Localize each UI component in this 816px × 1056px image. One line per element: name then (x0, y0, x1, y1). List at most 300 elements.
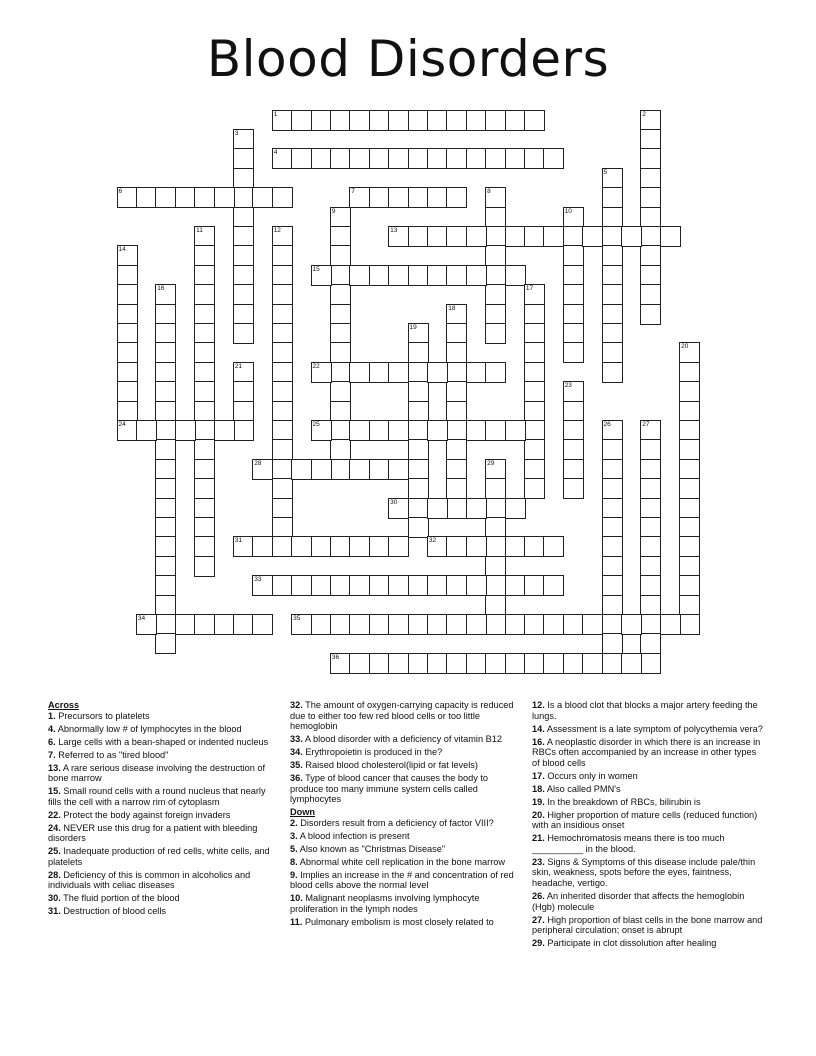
grid-cell[interactable] (349, 614, 370, 635)
grid-cell[interactable] (640, 459, 661, 480)
grid-cell[interactable] (388, 226, 409, 247)
grid-cell[interactable] (349, 653, 370, 674)
grid-cell[interactable] (194, 459, 215, 480)
grid-cell[interactable] (563, 284, 584, 305)
grid-cell[interactable] (524, 401, 545, 422)
grid-cell[interactable] (408, 226, 429, 247)
grid-cell[interactable] (233, 614, 254, 635)
grid-cell[interactable] (117, 401, 138, 422)
grid-cell[interactable] (175, 420, 196, 441)
grid-cell[interactable] (660, 226, 681, 247)
grid-cell[interactable] (485, 304, 506, 325)
grid-cell[interactable] (505, 653, 526, 674)
grid-cell[interactable] (155, 633, 176, 654)
grid-cell[interactable] (485, 420, 506, 441)
grid-cell[interactable] (330, 401, 351, 422)
grid-cell[interactable] (582, 614, 603, 635)
grid-cell[interactable] (640, 207, 661, 228)
grid-cell[interactable] (446, 342, 467, 363)
grid-cell[interactable] (136, 187, 157, 208)
grid-cell[interactable] (505, 110, 526, 131)
grid-cell[interactable] (117, 265, 138, 286)
grid-cell[interactable] (485, 556, 506, 577)
grid-cell[interactable] (272, 226, 293, 247)
grid-cell[interactable] (660, 614, 681, 635)
grid-cell[interactable] (563, 342, 584, 363)
grid-cell[interactable] (408, 265, 429, 286)
grid-cell[interactable] (640, 498, 661, 519)
grid-cell[interactable] (679, 362, 700, 383)
grid-cell[interactable] (272, 459, 293, 480)
grid-cell[interactable] (602, 226, 623, 247)
grid-cell[interactable] (563, 459, 584, 480)
grid-cell[interactable] (543, 148, 564, 169)
grid-cell[interactable] (408, 401, 429, 422)
grid-cell[interactable] (349, 362, 370, 383)
grid-cell[interactable] (272, 284, 293, 305)
grid-cell[interactable] (117, 284, 138, 305)
grid-cell[interactable] (272, 401, 293, 422)
grid-cell[interactable] (330, 245, 351, 266)
grid-cell[interactable] (524, 381, 545, 402)
grid-cell[interactable] (602, 575, 623, 596)
grid-cell[interactable] (136, 614, 157, 635)
grid-cell[interactable] (272, 478, 293, 499)
grid-cell[interactable] (640, 245, 661, 266)
grid-cell[interactable] (194, 439, 215, 460)
grid-cell[interactable] (485, 595, 506, 616)
grid-cell[interactable] (369, 265, 390, 286)
grid-cell[interactable] (330, 575, 351, 596)
grid-cell[interactable] (233, 401, 254, 422)
grid-cell[interactable] (446, 575, 467, 596)
grid-cell[interactable] (408, 381, 429, 402)
grid-cell[interactable] (640, 265, 661, 286)
grid-cell[interactable] (291, 536, 312, 557)
grid-cell[interactable] (602, 284, 623, 305)
grid-cell[interactable] (563, 381, 584, 402)
grid-cell[interactable] (602, 556, 623, 577)
grid-cell[interactable] (427, 653, 448, 674)
grid-cell[interactable] (427, 226, 448, 247)
grid-cell[interactable] (155, 536, 176, 557)
grid-cell[interactable] (446, 323, 467, 344)
grid-cell[interactable] (311, 265, 332, 286)
grid-cell[interactable] (466, 614, 487, 635)
grid-cell[interactable] (233, 148, 254, 169)
grid-cell[interactable] (388, 187, 409, 208)
grid-cell[interactable] (117, 187, 138, 208)
grid-cell[interactable] (543, 653, 564, 674)
grid-cell[interactable] (408, 517, 429, 538)
grid-cell[interactable] (155, 323, 176, 344)
grid-cell[interactable] (272, 536, 293, 557)
grid-cell[interactable] (427, 187, 448, 208)
grid-cell[interactable] (194, 284, 215, 305)
grid-cell[interactable] (252, 459, 273, 480)
grid-cell[interactable] (505, 148, 526, 169)
grid-cell[interactable] (194, 323, 215, 344)
grid-cell[interactable] (524, 420, 545, 441)
grid-cell[interactable] (330, 226, 351, 247)
grid-cell[interactable] (272, 110, 293, 131)
grid-cell[interactable] (194, 342, 215, 363)
grid-cell[interactable] (388, 498, 409, 519)
grid-cell[interactable] (369, 148, 390, 169)
grid-cell[interactable] (117, 342, 138, 363)
grid-cell[interactable] (233, 284, 254, 305)
grid-cell[interactable] (679, 517, 700, 538)
grid-cell[interactable] (563, 304, 584, 325)
grid-cell[interactable] (466, 536, 487, 557)
grid-cell[interactable] (408, 614, 429, 635)
grid-cell[interactable] (543, 614, 564, 635)
grid-cell[interactable] (621, 614, 642, 635)
grid-cell[interactable] (214, 187, 235, 208)
grid-cell[interactable] (679, 498, 700, 519)
grid-cell[interactable] (640, 420, 661, 441)
grid-cell[interactable] (640, 187, 661, 208)
grid-cell[interactable] (272, 517, 293, 538)
grid-cell[interactable] (330, 284, 351, 305)
grid-cell[interactable] (485, 323, 506, 344)
grid-cell[interactable] (679, 575, 700, 596)
grid-cell[interactable] (330, 148, 351, 169)
grid-cell[interactable] (117, 304, 138, 325)
grid-cell[interactable] (485, 362, 506, 383)
grid-cell[interactable] (155, 420, 176, 441)
grid-cell[interactable] (330, 207, 351, 228)
grid-cell[interactable] (543, 575, 564, 596)
grid-cell[interactable] (582, 653, 603, 674)
grid-cell[interactable] (679, 420, 700, 441)
grid-cell[interactable] (369, 653, 390, 674)
grid-cell[interactable] (272, 304, 293, 325)
grid-cell[interactable] (524, 148, 545, 169)
grid-cell[interactable] (679, 401, 700, 422)
grid-cell[interactable] (485, 284, 506, 305)
grid-cell[interactable] (388, 459, 409, 480)
grid-cell[interactable] (233, 207, 254, 228)
grid-cell[interactable] (291, 614, 312, 635)
grid-cell[interactable] (311, 420, 332, 441)
grid-cell[interactable] (640, 653, 661, 674)
grid-cell[interactable] (233, 265, 254, 286)
grid-cell[interactable] (388, 362, 409, 383)
grid-cell[interactable] (485, 265, 506, 286)
grid-cell[interactable] (505, 226, 526, 247)
grid-cell[interactable] (679, 556, 700, 577)
grid-cell[interactable] (679, 459, 700, 480)
grid-cell[interactable] (602, 187, 623, 208)
grid-cell[interactable] (466, 420, 487, 441)
grid-cell[interactable] (427, 265, 448, 286)
grid-cell[interactable] (330, 536, 351, 557)
grid-cell[interactable] (369, 362, 390, 383)
grid-cell[interactable] (155, 498, 176, 519)
grid-cell[interactable] (524, 439, 545, 460)
grid-cell[interactable] (446, 401, 467, 422)
grid-cell[interactable] (602, 323, 623, 344)
grid-cell[interactable] (194, 187, 215, 208)
grid-cell[interactable] (408, 498, 429, 519)
grid-cell[interactable] (330, 614, 351, 635)
grid-cell[interactable] (408, 187, 429, 208)
grid-cell[interactable] (563, 401, 584, 422)
grid-cell[interactable] (388, 420, 409, 441)
grid-cell[interactable] (155, 187, 176, 208)
grid-cell[interactable] (640, 148, 661, 169)
grid-cell[interactable] (349, 575, 370, 596)
grid-cell[interactable] (640, 129, 661, 150)
grid-cell[interactable] (408, 478, 429, 499)
grid-cell[interactable] (388, 265, 409, 286)
grid-cell[interactable] (563, 439, 584, 460)
grid-cell[interactable] (524, 284, 545, 305)
grid-cell[interactable] (466, 575, 487, 596)
grid-cell[interactable] (175, 187, 196, 208)
grid-cell[interactable] (485, 536, 506, 557)
grid-cell[interactable] (485, 110, 506, 131)
grid-cell[interactable] (330, 342, 351, 363)
grid-cell[interactable] (446, 653, 467, 674)
grid-cell[interactable] (311, 575, 332, 596)
grid-cell[interactable] (446, 478, 467, 499)
grid-cell[interactable] (311, 459, 332, 480)
grid-cell[interactable] (349, 265, 370, 286)
grid-cell[interactable] (524, 575, 545, 596)
grid-cell[interactable] (524, 110, 545, 131)
grid-cell[interactable] (155, 595, 176, 616)
grid-cell[interactable] (252, 536, 273, 557)
grid-cell[interactable] (446, 304, 467, 325)
grid-cell[interactable] (155, 401, 176, 422)
grid-cell[interactable] (485, 148, 506, 169)
grid-cell[interactable] (485, 245, 506, 266)
grid-cell[interactable] (408, 362, 429, 383)
grid-cell[interactable] (233, 187, 254, 208)
grid-cell[interactable] (233, 362, 254, 383)
grid-cell[interactable] (602, 420, 623, 441)
grid-cell[interactable] (311, 362, 332, 383)
grid-cell[interactable] (233, 420, 254, 441)
grid-cell[interactable] (485, 498, 506, 519)
grid-cell[interactable] (408, 110, 429, 131)
grid-cell[interactable] (408, 323, 429, 344)
grid-cell[interactable] (252, 187, 273, 208)
grid-cell[interactable] (679, 478, 700, 499)
grid-cell[interactable] (640, 226, 661, 247)
grid-cell[interactable] (369, 614, 390, 635)
grid-cell[interactable] (388, 110, 409, 131)
grid-cell[interactable] (602, 362, 623, 383)
grid-cell[interactable] (408, 420, 429, 441)
grid-cell[interactable] (505, 614, 526, 635)
grid-cell[interactable] (233, 168, 254, 189)
grid-cell[interactable] (349, 459, 370, 480)
grid-cell[interactable] (233, 304, 254, 325)
grid-cell[interactable] (485, 226, 506, 247)
grid-cell[interactable] (640, 439, 661, 460)
grid-cell[interactable] (466, 653, 487, 674)
grid-cell[interactable] (272, 245, 293, 266)
grid-cell[interactable] (640, 304, 661, 325)
grid-cell[interactable] (524, 459, 545, 480)
grid-cell[interactable] (117, 362, 138, 383)
grid-cell[interactable] (543, 536, 564, 557)
grid-cell[interactable] (563, 478, 584, 499)
grid-cell[interactable] (427, 498, 448, 519)
grid-cell[interactable] (155, 478, 176, 499)
grid-cell[interactable] (272, 323, 293, 344)
grid-cell[interactable] (505, 420, 526, 441)
grid-cell[interactable] (602, 498, 623, 519)
grid-cell[interactable] (272, 381, 293, 402)
grid-cell[interactable] (563, 245, 584, 266)
grid-cell[interactable] (194, 556, 215, 577)
grid-cell[interactable] (272, 498, 293, 519)
grid-cell[interactable] (427, 575, 448, 596)
grid-cell[interactable] (194, 614, 215, 635)
grid-cell[interactable] (602, 633, 623, 654)
grid-cell[interactable] (233, 226, 254, 247)
grid-cell[interactable] (563, 614, 584, 635)
grid-cell[interactable] (446, 614, 467, 635)
grid-cell[interactable] (233, 536, 254, 557)
grid-cell[interactable] (272, 439, 293, 460)
grid-cell[interactable] (563, 265, 584, 286)
grid-cell[interactable] (233, 245, 254, 266)
grid-cell[interactable] (466, 265, 487, 286)
grid-cell[interactable] (252, 575, 273, 596)
grid-cell[interactable] (272, 148, 293, 169)
grid-cell[interactable] (602, 265, 623, 286)
grid-cell[interactable] (621, 653, 642, 674)
grid-cell[interactable] (330, 110, 351, 131)
grid-cell[interactable] (155, 284, 176, 305)
grid-cell[interactable] (155, 304, 176, 325)
grid-cell[interactable] (446, 362, 467, 383)
grid-cell[interactable] (524, 536, 545, 557)
grid-cell[interactable] (233, 323, 254, 344)
grid-cell[interactable] (446, 439, 467, 460)
grid-cell[interactable] (194, 245, 215, 266)
grid-cell[interactable] (194, 401, 215, 422)
grid-cell[interactable] (155, 575, 176, 596)
grid-cell[interactable] (194, 536, 215, 557)
grid-cell[interactable] (330, 420, 351, 441)
grid-cell[interactable] (602, 614, 623, 635)
grid-cell[interactable] (427, 614, 448, 635)
grid-cell[interactable] (349, 536, 370, 557)
grid-cell[interactable] (563, 226, 584, 247)
grid-cell[interactable] (155, 381, 176, 402)
grid-cell[interactable] (272, 342, 293, 363)
grid-cell[interactable] (194, 517, 215, 538)
grid-cell[interactable] (291, 575, 312, 596)
grid-cell[interactable] (621, 226, 642, 247)
grid-cell[interactable] (194, 478, 215, 499)
grid-cell[interactable] (640, 110, 661, 131)
grid-cell[interactable] (602, 304, 623, 325)
grid-cell[interactable] (446, 459, 467, 480)
grid-cell[interactable] (408, 342, 429, 363)
grid-cell[interactable] (466, 110, 487, 131)
grid-cell[interactable] (194, 304, 215, 325)
grid-cell[interactable] (602, 168, 623, 189)
grid-cell[interactable] (640, 633, 661, 654)
grid-cell[interactable] (369, 420, 390, 441)
grid-cell[interactable] (291, 110, 312, 131)
grid-cell[interactable] (640, 595, 661, 616)
grid-cell[interactable] (330, 323, 351, 344)
grid-cell[interactable] (602, 517, 623, 538)
grid-cell[interactable] (311, 614, 332, 635)
grid-cell[interactable] (485, 187, 506, 208)
grid-cell[interactable] (485, 653, 506, 674)
grid-cell[interactable] (330, 362, 351, 383)
grid-cell[interactable] (369, 459, 390, 480)
grid-cell[interactable] (233, 381, 254, 402)
grid-cell[interactable] (349, 148, 370, 169)
grid-cell[interactable] (640, 614, 661, 635)
grid-cell[interactable] (679, 342, 700, 363)
grid-cell[interactable] (155, 439, 176, 460)
grid-cell[interactable] (214, 420, 235, 441)
grid-cell[interactable] (679, 536, 700, 557)
grid-cell[interactable] (427, 148, 448, 169)
grid-cell[interactable] (117, 420, 138, 441)
grid-cell[interactable] (485, 575, 506, 596)
grid-cell[interactable] (427, 536, 448, 557)
grid-cell[interactable] (155, 459, 176, 480)
grid-cell[interactable] (524, 478, 545, 499)
grid-cell[interactable] (640, 284, 661, 305)
grid-cell[interactable] (602, 342, 623, 363)
grid-cell[interactable] (640, 556, 661, 577)
grid-cell[interactable] (388, 614, 409, 635)
grid-cell[interactable] (330, 653, 351, 674)
grid-cell[interactable] (602, 653, 623, 674)
grid-cell[interactable] (194, 498, 215, 519)
grid-cell[interactable] (369, 575, 390, 596)
grid-cell[interactable] (136, 420, 157, 441)
grid-cell[interactable] (640, 575, 661, 596)
grid-cell[interactable] (640, 536, 661, 557)
grid-cell[interactable] (272, 187, 293, 208)
grid-cell[interactable] (291, 459, 312, 480)
grid-cell[interactable] (602, 536, 623, 557)
grid-cell[interactable] (446, 110, 467, 131)
grid-cell[interactable] (679, 614, 700, 635)
grid-cell[interactable] (330, 265, 351, 286)
grid-cell[interactable] (505, 536, 526, 557)
grid-cell[interactable] (311, 148, 332, 169)
grid-cell[interactable] (117, 381, 138, 402)
grid-cell[interactable] (446, 148, 467, 169)
grid-cell[interactable] (524, 362, 545, 383)
grid-cell[interactable] (446, 536, 467, 557)
grid-cell[interactable] (214, 614, 235, 635)
grid-cell[interactable] (563, 420, 584, 441)
grid-cell[interactable] (155, 556, 176, 577)
grid-cell[interactable] (349, 187, 370, 208)
grid-cell[interactable] (155, 362, 176, 383)
grid-cell[interactable] (485, 614, 506, 635)
grid-cell[interactable] (175, 614, 196, 635)
grid-cell[interactable] (602, 245, 623, 266)
grid-cell[interactable] (446, 420, 467, 441)
